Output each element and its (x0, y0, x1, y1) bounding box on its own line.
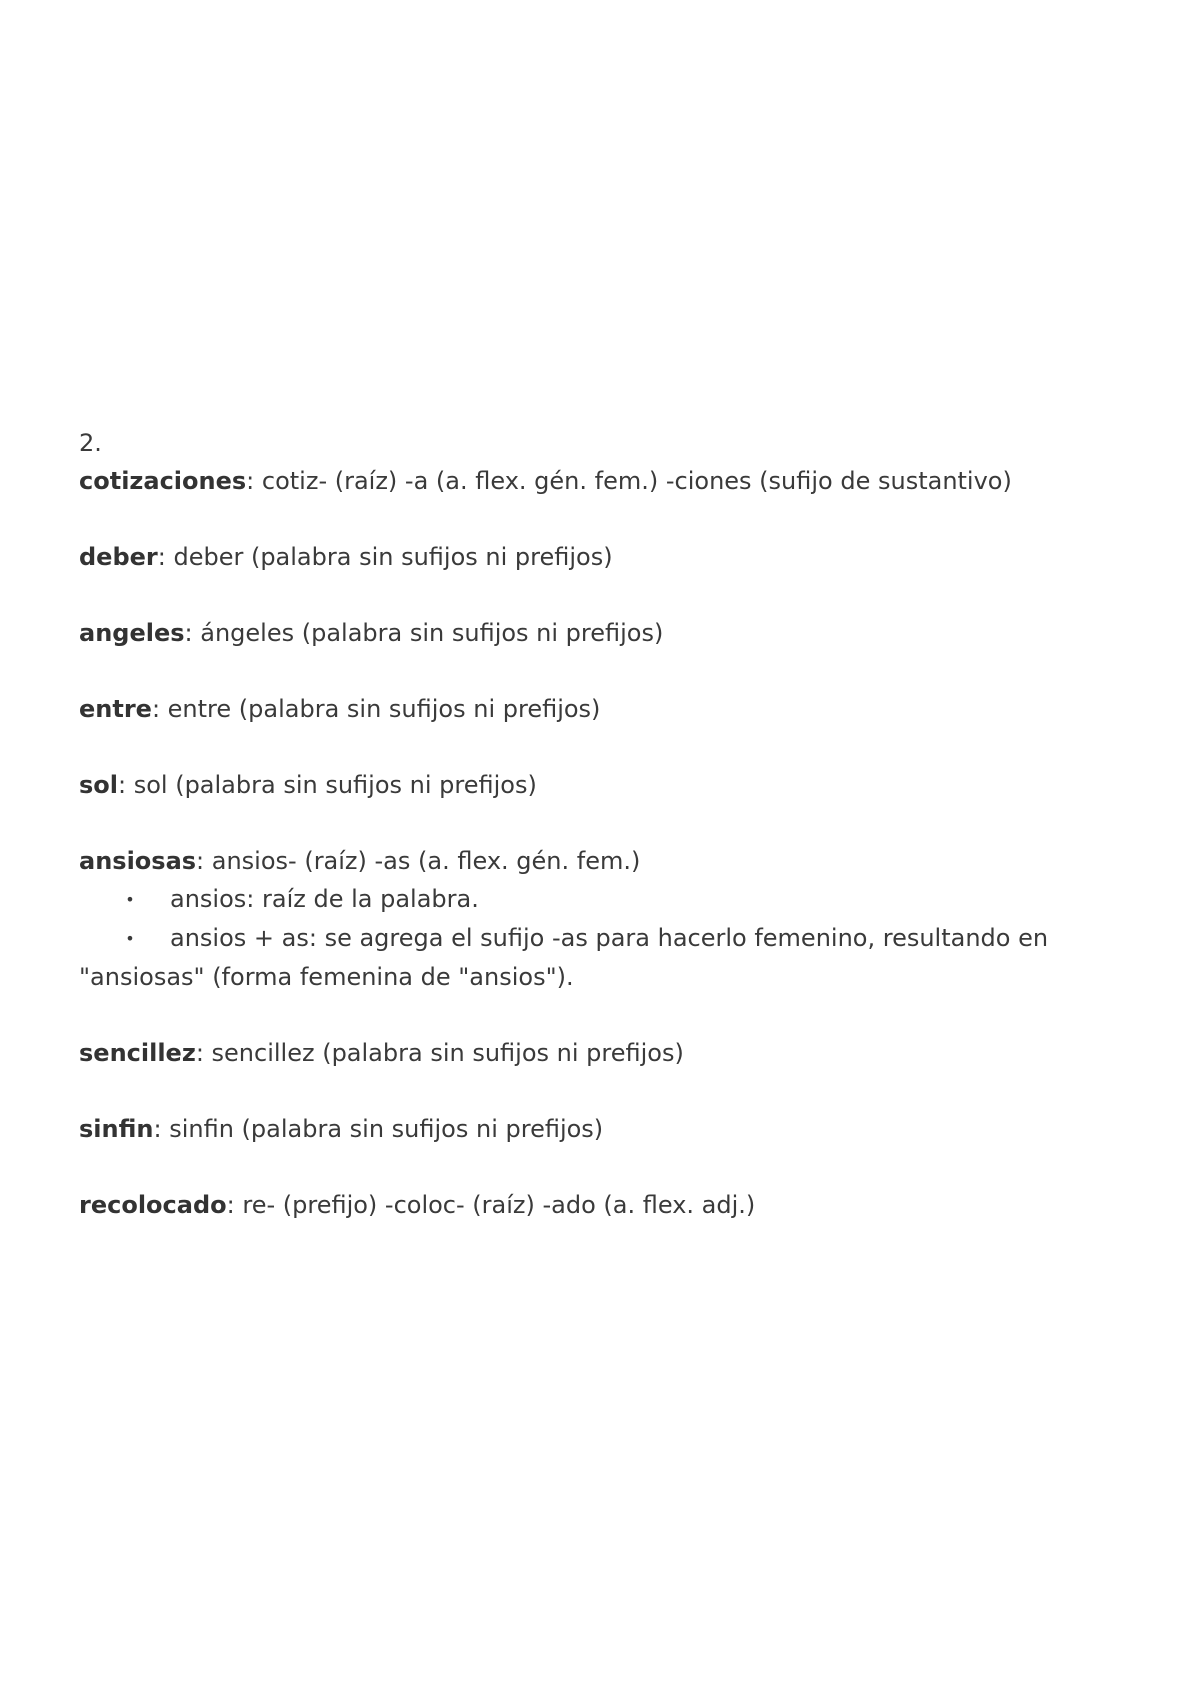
bullet-text: ansios: raíz de la palabra. (170, 885, 479, 913)
entry-definition: : entre (palabra sin sufijos ni prefijos) (151, 695, 601, 723)
entry-definition: : sencillez (palabra sin sufijos ni prefijos) (195, 1039, 684, 1067)
blank-line (79, 576, 1119, 614)
entry-definition: : sinfin (palabra sin sufijos ni prefijos) (153, 1115, 604, 1143)
list-item (79, 880, 1119, 919)
entry-definition: : ángeles (palabra sin sufijos ni prefijos) (184, 619, 664, 647)
entry-sinfin (79, 1110, 1119, 1148)
entry-term: deber (79, 543, 158, 571)
entry-cotizaciones (79, 462, 1119, 500)
entry-sencillez (79, 1034, 1119, 1072)
section-number: 2. (79, 429, 102, 457)
entry-definition: : ansios- (raíz) -as (a. flex. gén. fem.) (196, 847, 641, 875)
blank-line (79, 728, 1119, 766)
blank-line (79, 500, 1119, 538)
entry-term: ansiosas (79, 847, 197, 875)
entry-definition: : cotiz- (raíz) -a (a. flex. gén. fem.) -ciones (sufijo de sustantivo) (246, 467, 1012, 495)
blank-line (79, 996, 1119, 1034)
blank-line (79, 804, 1119, 842)
entry-deber (79, 538, 1119, 576)
bullet-continuation: "ansiosas" (forma femenina de "ansios"). (79, 963, 574, 991)
list-item (79, 919, 1119, 958)
bullet-text: ansios + as: se agrega el sufijo -as para hacerlo femenino, resultando en (170, 924, 1049, 952)
entry-term: angeles (79, 619, 185, 647)
entry-term: sencillez (79, 1039, 196, 1067)
entry-term: sinfin (79, 1115, 154, 1143)
entry-sol (79, 766, 1119, 804)
bullet-icon: • (125, 890, 135, 909)
document-content (79, 424, 1119, 1224)
entry-ansiosas (79, 842, 1119, 880)
entry-recolocado (79, 1186, 1119, 1224)
entry-definition: : re- (prefijo) -coloc- (raíz) -ado (a. flex. adj.) (226, 1191, 756, 1219)
ansiosas-bullet-list (79, 880, 1119, 958)
blank-line (79, 652, 1119, 690)
bullet-icon: • (125, 929, 135, 948)
entry-term: entre (79, 695, 152, 723)
blank-line (79, 1148, 1119, 1186)
entry-definition: : sol (palabra sin sufijos ni prefijos) (118, 771, 537, 799)
entry-term: cotizaciones (79, 467, 247, 495)
entry-angeles (79, 614, 1119, 652)
entry-entre (79, 690, 1119, 728)
blank-line (79, 1072, 1119, 1110)
entry-term: sol (79, 771, 118, 799)
entry-definition: : deber (palabra sin sufijos ni prefijos) (157, 543, 613, 571)
entry-term: recolocado (79, 1191, 227, 1219)
